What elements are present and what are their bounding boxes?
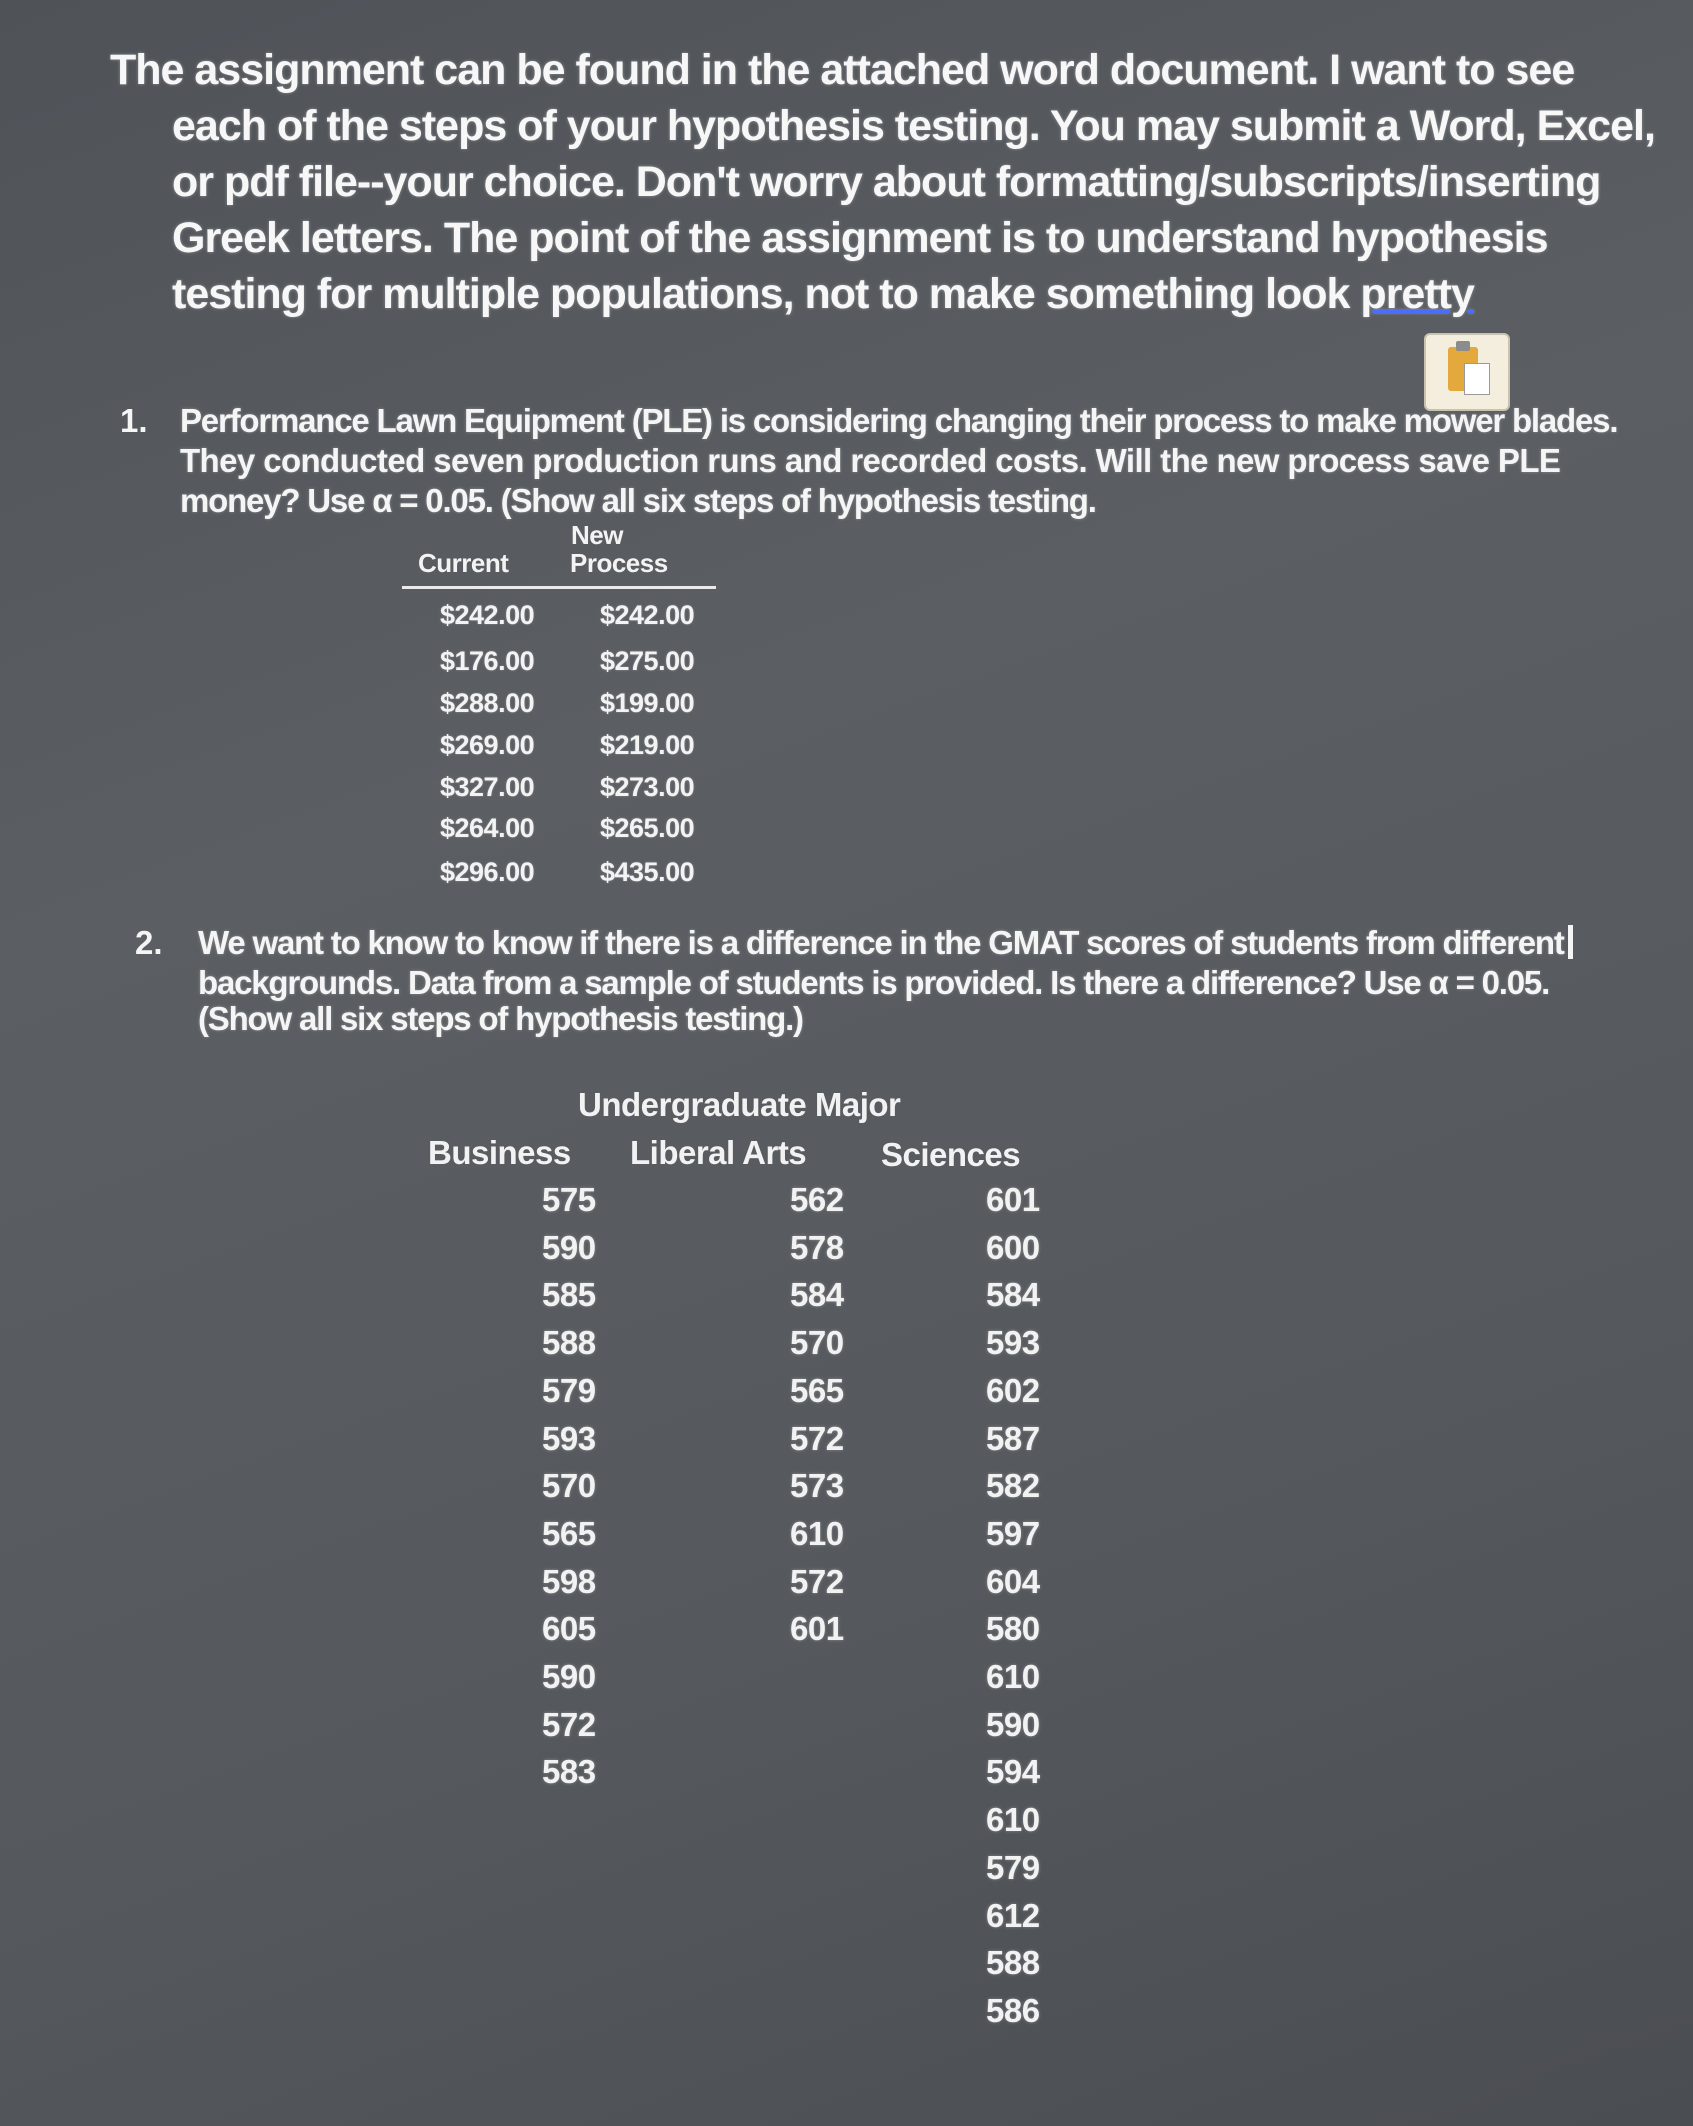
- business-score-cell: 588: [542, 1324, 596, 1361]
- cost-current-cell: $288.00: [440, 688, 535, 718]
- cost-current-cell: $264.00: [440, 813, 535, 843]
- sciences-score-cell: 602: [986, 1372, 1040, 1409]
- question-1-line: They conducted seven production runs and recorded costs. Will the new process save PLE: [180, 442, 1561, 479]
- liberal-arts-score-cell: 584: [790, 1276, 844, 1313]
- business-score-cell: 565: [542, 1515, 596, 1552]
- header-sciences: Sciences: [881, 1136, 1021, 1173]
- cost-current-cell: $327.00: [440, 772, 535, 802]
- liberal-arts-score-cell: 570: [790, 1324, 844, 1361]
- liberal-arts-score-cell: 562: [790, 1181, 844, 1218]
- assignment-intro: [110, 42, 1655, 322]
- intro-line: The assignment can be found in the attached word document. I want to see: [110, 46, 1575, 94]
- sciences-score-cell: 612: [986, 1897, 1040, 1934]
- intro-line: or pdf file--your choice. Don't worry about formatting/subscripts/inserting: [172, 158, 1601, 206]
- header-current: Current: [418, 548, 509, 578]
- business-score-cell: 598: [542, 1563, 596, 1600]
- intro-line: each of the steps of your hypothesis testing. You may submit a Word, Excel,: [172, 102, 1655, 150]
- cost-new-cell: $199.00: [600, 688, 695, 718]
- sciences-score-cell: 610: [986, 1801, 1040, 1838]
- sciences-score-cell: 597: [986, 1515, 1040, 1552]
- paste-sheet: [1464, 363, 1490, 395]
- pretty-link[interactable]: pretty: [1360, 270, 1474, 318]
- intro-line-text: testing for multiple populations, not to make something look: [172, 270, 1361, 318]
- question-2-number: 2.: [135, 924, 163, 961]
- liberal-arts-score-cell: 610: [790, 1515, 844, 1552]
- paste-options-button[interactable]: [1424, 333, 1510, 411]
- business-score-cell: 590: [542, 1658, 596, 1695]
- liberal-arts-score-cell: 578: [790, 1229, 844, 1266]
- header-process: Process: [570, 548, 668, 578]
- table-header-rule: [402, 586, 716, 589]
- cost-current-cell: $242.00: [440, 600, 535, 630]
- sciences-score-cell: 587: [986, 1420, 1040, 1457]
- liberal-arts-score-cell: 573: [790, 1467, 844, 1504]
- question-2-line: (Show all six steps of hypothesis testing.): [198, 1000, 803, 1037]
- business-score-cell: 585: [542, 1276, 596, 1313]
- business-score-cell: 570: [542, 1467, 596, 1504]
- business-score-cell: 575: [542, 1181, 596, 1218]
- header-business: Business: [428, 1134, 571, 1171]
- liberal-arts-score-cell: 572: [790, 1563, 844, 1600]
- sciences-score-cell: 586: [986, 1992, 1040, 2029]
- cost-new-cell: $435.00: [600, 857, 695, 887]
- question-1-line: money? Use α = 0.05. (Show all six steps of hypothesis testing.: [180, 482, 1096, 519]
- header-liberal-arts: Liberal Arts: [630, 1134, 807, 1171]
- intro-line: Greek letters. The point of the assignment is to understand hypothesis: [172, 214, 1548, 262]
- cost-new-cell: $219.00: [600, 730, 695, 760]
- sciences-score-cell: 594: [986, 1753, 1040, 1790]
- question-1-line: Performance Lawn Equipment (PLE) is considering changing their process to make mower blades.: [180, 402, 1618, 439]
- business-score-cell: 583: [542, 1753, 596, 1790]
- sciences-score-cell: 584: [986, 1276, 1040, 1313]
- header-new: New: [571, 520, 623, 550]
- sciences-score-cell: 600: [986, 1229, 1040, 1266]
- cost-current-cell: $296.00: [440, 857, 535, 887]
- sciences-score-cell: 601: [986, 1181, 1040, 1218]
- sciences-score-cell: 590: [986, 1706, 1040, 1743]
- question-1-number: 1.: [120, 402, 148, 439]
- sciences-score-cell: 610: [986, 1658, 1040, 1695]
- business-score-cell: 572: [542, 1706, 596, 1743]
- cost-new-cell: $275.00: [600, 646, 695, 676]
- cost-current-cell: $176.00: [440, 646, 535, 676]
- gmat-table-title: Undergraduate Major: [578, 1086, 901, 1123]
- business-score-cell: 593: [542, 1420, 596, 1457]
- cost-new-cell: $273.00: [600, 772, 695, 802]
- liberal-arts-score-cell: 572: [790, 1420, 844, 1457]
- sciences-score-cell: 604: [986, 1563, 1040, 1600]
- cost-new-cell: $265.00: [600, 813, 695, 843]
- liberal-arts-score-cell: 565: [790, 1372, 844, 1409]
- question-2-line-text: We want to know to know if there is a difference in the GMAT scores of students from different: [198, 924, 1564, 961]
- text-cursor: [1568, 925, 1573, 959]
- cost-current-cell: $269.00: [440, 730, 535, 760]
- cost-new-cell: $242.00: [600, 600, 695, 630]
- sciences-score-cell: 593: [986, 1324, 1040, 1361]
- question-2-line-first: [198, 924, 1573, 962]
- business-score-cell: 579: [542, 1372, 596, 1409]
- question-2-line: backgrounds. Data from a sample of students is provided. Is there a difference? Use α = 0.05.: [198, 964, 1550, 1001]
- business-score-cell: 605: [542, 1610, 596, 1647]
- sciences-score-cell: 582: [986, 1467, 1040, 1504]
- intro-line-last: [110, 266, 1610, 322]
- sciences-score-cell: 579: [986, 1849, 1040, 1886]
- business-score-cell: 590: [542, 1229, 596, 1266]
- sciences-score-cell: 580: [986, 1610, 1040, 1647]
- sciences-score-cell: 588: [986, 1944, 1040, 1981]
- clipboard-clip: [1456, 341, 1470, 351]
- liberal-arts-score-cell: 601: [790, 1610, 844, 1647]
